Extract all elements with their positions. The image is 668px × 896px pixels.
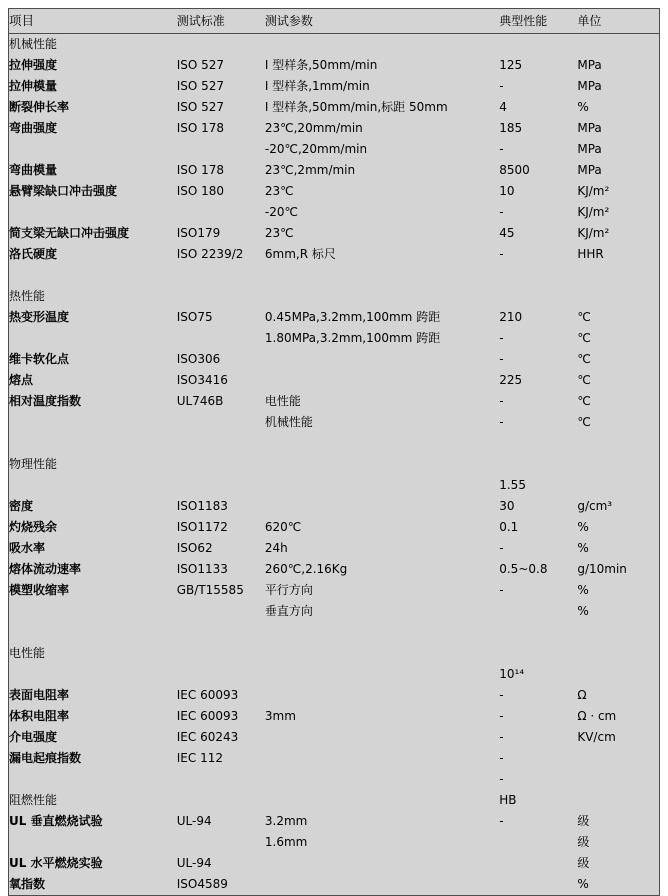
typical-value: -: [499, 811, 577, 832]
unit: 级: [577, 811, 659, 832]
property-name: 简支梁无缺口冲击强度: [9, 223, 177, 244]
property-name: 弯曲强度: [9, 118, 177, 139]
table-row: [9, 559, 660, 580]
unit: [577, 748, 659, 769]
test-standard: [177, 790, 265, 811]
test-standard: ISO 180: [177, 181, 265, 202]
table-row: [9, 538, 660, 559]
test-parameter: [265, 370, 499, 391]
table-row: [9, 832, 660, 853]
test-standard: [177, 34, 265, 56]
property-name: 氧指数: [9, 874, 177, 896]
test-parameter: 电性能: [265, 391, 499, 412]
test-parameter: 机械性能: [265, 412, 499, 433]
test-standard: [177, 622, 265, 643]
property-name: 吸水率: [9, 538, 177, 559]
test-parameter: [265, 286, 499, 307]
test-standard: [177, 139, 265, 160]
property-name: [9, 832, 177, 853]
typical-value: -: [499, 580, 577, 601]
unit: %: [577, 874, 659, 896]
test-standard: ISO1172: [177, 517, 265, 538]
property-name: 熔体流动速率: [9, 559, 177, 580]
column-header: 单位: [577, 9, 659, 34]
typical-value: HB: [499, 790, 577, 811]
test-parameter: [265, 349, 499, 370]
typical-value: 0.5~0.8: [499, 559, 577, 580]
property-name: [9, 601, 177, 622]
unit: [577, 622, 659, 643]
column-header: 项目: [9, 9, 177, 34]
table-row: [9, 118, 660, 139]
section-label: 机械性能: [9, 34, 177, 56]
property-name: 熔点: [9, 370, 177, 391]
test-standard: ISO 2239/2: [177, 244, 265, 265]
unit: MPa: [577, 160, 659, 181]
table-row: [9, 370, 660, 391]
unit: [577, 769, 659, 790]
column-header: 测试参数: [265, 9, 499, 34]
property-name: [9, 265, 177, 286]
unit: KJ/m²: [577, 181, 659, 202]
test-parameter: 23℃,20mm/min: [265, 118, 499, 139]
test-parameter: [265, 685, 499, 706]
typical-value: [499, 853, 577, 874]
test-standard: IEC 112: [177, 748, 265, 769]
property-name: 相对温度指数: [9, 391, 177, 412]
unit: [577, 34, 659, 56]
section-row: [9, 286, 660, 307]
unit: MPa: [577, 139, 659, 160]
section-label: 阻燃性能: [9, 790, 177, 811]
test-standard: [177, 664, 265, 685]
table-row: [9, 748, 660, 769]
test-parameter: [265, 727, 499, 748]
typical-value: 4: [499, 97, 577, 118]
test-standard: ISO4589: [177, 874, 265, 896]
test-parameter: [265, 874, 499, 896]
test-standard: IEC 60093: [177, 706, 265, 727]
material-property-table: [8, 8, 660, 896]
test-parameter: 6mm,R 标尺: [265, 244, 499, 265]
table-row: [9, 475, 660, 496]
property-name: UL 垂直燃烧试验: [9, 811, 177, 832]
typical-value: -: [499, 538, 577, 559]
test-parameter: 24h: [265, 538, 499, 559]
typical-value: [499, 643, 577, 664]
property-name: [9, 769, 177, 790]
unit: 级: [577, 832, 659, 853]
test-parameter: [265, 769, 499, 790]
test-standard: ISO 527: [177, 55, 265, 76]
property-name: [9, 139, 177, 160]
test-parameter: [265, 643, 499, 664]
property-name: [9, 328, 177, 349]
unit: KJ/m²: [577, 223, 659, 244]
test-parameter: 23℃,2mm/min: [265, 160, 499, 181]
unit: MPa: [577, 118, 659, 139]
test-standard: [177, 643, 265, 664]
unit: ℃: [577, 391, 659, 412]
table-row: [9, 622, 660, 643]
test-standard: ISO62: [177, 538, 265, 559]
typical-value: [499, 286, 577, 307]
property-name: 弯曲模量: [9, 160, 177, 181]
test-standard: GB/T15585: [177, 580, 265, 601]
test-parameter: [265, 34, 499, 56]
test-parameter: [265, 454, 499, 475]
table-row: [9, 664, 660, 685]
test-parameter: [265, 265, 499, 286]
property-name: [9, 433, 177, 454]
table-row: [9, 265, 660, 286]
typical-value: [499, 874, 577, 896]
typical-value: -: [499, 139, 577, 160]
test-parameter: 23℃: [265, 223, 499, 244]
test-parameter: 1.6mm: [265, 832, 499, 853]
unit: [577, 286, 659, 307]
table-row: [9, 685, 660, 706]
typical-value: 1.55: [499, 475, 577, 496]
table-row: [9, 349, 660, 370]
typical-value: -: [499, 727, 577, 748]
typical-value: -: [499, 685, 577, 706]
typical-value: -: [499, 349, 577, 370]
test-parameter: -20℃,20mm/min: [265, 139, 499, 160]
test-parameter: I 型样条,50mm/min: [265, 55, 499, 76]
typical-value: 10¹⁴: [499, 664, 577, 685]
unit: g/10min: [577, 559, 659, 580]
typical-value: [499, 265, 577, 286]
test-parameter: 3.2mm: [265, 811, 499, 832]
table-row: [9, 874, 660, 896]
property-name: 灼烧残余: [9, 517, 177, 538]
table-row: [9, 55, 660, 76]
table-row: [9, 391, 660, 412]
typical-value: [499, 34, 577, 56]
table-row: [9, 202, 660, 223]
property-name: 洛氏硬度: [9, 244, 177, 265]
table-row: [9, 328, 660, 349]
test-parameter: 3mm: [265, 706, 499, 727]
test-standard: [177, 454, 265, 475]
unit: [577, 454, 659, 475]
test-standard: [177, 286, 265, 307]
typical-value: 185: [499, 118, 577, 139]
test-parameter: [265, 853, 499, 874]
typical-value: -: [499, 769, 577, 790]
unit: [577, 265, 659, 286]
typical-value: -: [499, 706, 577, 727]
test-standard: [177, 202, 265, 223]
unit: ℃: [577, 370, 659, 391]
section-row: [9, 790, 660, 811]
test-standard: [177, 832, 265, 853]
table-row: [9, 160, 660, 181]
typical-value: 30: [499, 496, 577, 517]
section-label: 电性能: [9, 643, 177, 664]
table-row: [9, 853, 660, 874]
test-standard: ISO1183: [177, 496, 265, 517]
test-standard: ISO1133: [177, 559, 265, 580]
typical-value: 210: [499, 307, 577, 328]
table-row: [9, 223, 660, 244]
test-parameter: 23℃: [265, 181, 499, 202]
property-name: [9, 622, 177, 643]
column-header: 典型性能: [499, 9, 577, 34]
unit: %: [577, 97, 659, 118]
table-row: [9, 706, 660, 727]
unit: %: [577, 601, 659, 622]
test-standard: ISO3416: [177, 370, 265, 391]
test-standard: IEC 60243: [177, 727, 265, 748]
table-row: [9, 139, 660, 160]
typical-value: [499, 454, 577, 475]
property-name: [9, 664, 177, 685]
typical-value: -: [499, 328, 577, 349]
property-name: 模塑收缩率: [9, 580, 177, 601]
table-row: [9, 433, 660, 454]
table-row: [9, 412, 660, 433]
section-row: [9, 643, 660, 664]
typical-value: [499, 832, 577, 853]
property-name: 热变形温度: [9, 307, 177, 328]
test-parameter: 平行方向: [265, 580, 499, 601]
unit: MPa: [577, 76, 659, 97]
typical-value: -: [499, 244, 577, 265]
table-row: [9, 769, 660, 790]
property-name: UL 水平燃烧实验: [9, 853, 177, 874]
test-parameter: [265, 433, 499, 454]
unit: ℃: [577, 328, 659, 349]
test-standard: ISO 527: [177, 97, 265, 118]
unit: g/cm³: [577, 496, 659, 517]
property-name: 体积电阻率: [9, 706, 177, 727]
property-name: 悬臂梁缺口冲击强度: [9, 181, 177, 202]
property-name: [9, 202, 177, 223]
property-name: [9, 412, 177, 433]
section-label: 热性能: [9, 286, 177, 307]
property-name: 漏电起痕指数: [9, 748, 177, 769]
test-parameter: [265, 622, 499, 643]
test-parameter: [265, 790, 499, 811]
table-row: [9, 727, 660, 748]
test-standard: [177, 769, 265, 790]
typical-value: -: [499, 202, 577, 223]
unit: [577, 433, 659, 454]
test-standard: ISO 527: [177, 76, 265, 97]
typical-value: [499, 433, 577, 454]
unit: KV/cm: [577, 727, 659, 748]
test-standard: [177, 412, 265, 433]
typical-value: [499, 601, 577, 622]
test-parameter: 1.80MPa,3.2mm,100mm 跨距: [265, 328, 499, 349]
test-parameter: 260℃,2.16Kg: [265, 559, 499, 580]
unit: Ω · cm: [577, 706, 659, 727]
typical-value: 10: [499, 181, 577, 202]
unit: %: [577, 538, 659, 559]
test-standard: [177, 601, 265, 622]
unit: ℃: [577, 349, 659, 370]
test-parameter: 620℃: [265, 517, 499, 538]
test-standard: [177, 265, 265, 286]
test-standard: UL746B: [177, 391, 265, 412]
test-parameter: [265, 496, 499, 517]
test-parameter: [265, 664, 499, 685]
test-parameter: [265, 748, 499, 769]
unit: [577, 475, 659, 496]
unit: [577, 790, 659, 811]
test-standard: ISO75: [177, 307, 265, 328]
test-standard: ISO 178: [177, 160, 265, 181]
test-standard: ISO306: [177, 349, 265, 370]
section-row: [9, 34, 660, 56]
table-row: [9, 601, 660, 622]
column-header: 测试标准: [177, 9, 265, 34]
table-row: [9, 811, 660, 832]
property-name: 拉伸强度: [9, 55, 177, 76]
table-row: [9, 496, 660, 517]
typical-value: 45: [499, 223, 577, 244]
unit: ℃: [577, 412, 659, 433]
unit: ℃: [577, 307, 659, 328]
typical-value: 8500: [499, 160, 577, 181]
unit: KJ/m²: [577, 202, 659, 223]
unit: Ω: [577, 685, 659, 706]
test-parameter: 垂直方向: [265, 601, 499, 622]
property-name: 拉伸模量: [9, 76, 177, 97]
table-row: [9, 97, 660, 118]
test-parameter: [265, 475, 499, 496]
unit: [577, 664, 659, 685]
typical-value: 0.1: [499, 517, 577, 538]
test-standard: [177, 475, 265, 496]
unit: [577, 643, 659, 664]
typical-value: -: [499, 412, 577, 433]
test-parameter: I 型样条,1mm/min: [265, 76, 499, 97]
unit: MPa: [577, 55, 659, 76]
test-parameter: 0.45MPa,3.2mm,100mm 跨距: [265, 307, 499, 328]
unit: %: [577, 580, 659, 601]
test-standard: ISO179: [177, 223, 265, 244]
typical-value: -: [499, 391, 577, 412]
property-name: 介电强度: [9, 727, 177, 748]
test-standard: UL-94: [177, 811, 265, 832]
unit: HHR: [577, 244, 659, 265]
typical-value: 225: [499, 370, 577, 391]
test-standard: [177, 328, 265, 349]
table-row: [9, 517, 660, 538]
test-standard: IEC 60093: [177, 685, 265, 706]
property-name: 密度: [9, 496, 177, 517]
test-standard: ISO 178: [177, 118, 265, 139]
table-row: [9, 307, 660, 328]
section-label: 物理性能: [9, 454, 177, 475]
unit: %: [577, 517, 659, 538]
table-row: [9, 181, 660, 202]
table-row: [9, 580, 660, 601]
unit: 级: [577, 853, 659, 874]
test-parameter: I 型样条,50mm/min,标距 50mm: [265, 97, 499, 118]
property-name: 维卡软化点: [9, 349, 177, 370]
test-standard: UL-94: [177, 853, 265, 874]
table-header-row: [9, 9, 660, 34]
property-name: [9, 475, 177, 496]
property-name: 断裂伸长率: [9, 97, 177, 118]
section-row: [9, 454, 660, 475]
test-parameter: -20℃: [265, 202, 499, 223]
typical-value: [499, 622, 577, 643]
property-name: 表面电阻率: [9, 685, 177, 706]
table-row: [9, 244, 660, 265]
typical-value: 125: [499, 55, 577, 76]
test-standard: [177, 433, 265, 454]
table-row: [9, 76, 660, 97]
typical-value: -: [499, 76, 577, 97]
typical-value: -: [499, 748, 577, 769]
